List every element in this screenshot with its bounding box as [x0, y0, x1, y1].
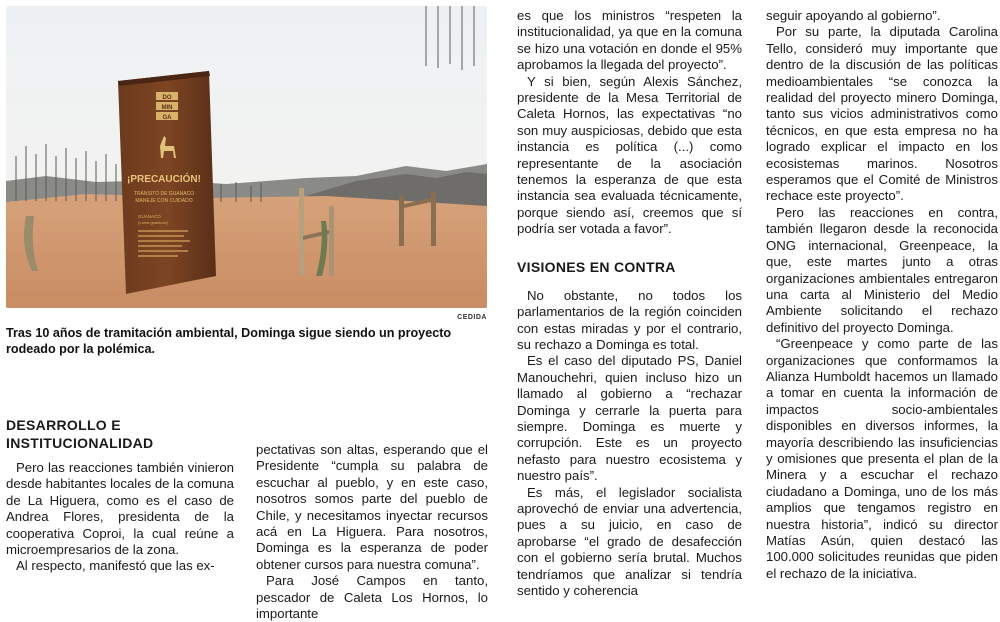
sign-species-label: GUANACO — [138, 214, 161, 219]
paragraph: pectativas son altas, esperando que el Presidente “cumpla su palabra de escuchar al pueblo, y en este caso, nosotros somos parte del pueblo de Chile, y necesitamos inyectar recursos acá en La Higuera. Para nosotros, Dominga es la esperanza de poder obtener cursos para nuestra comuna”. — [256, 442, 488, 572]
paragraph: Por su parte, la diputada Carolina Tello, consideró muy importante que dentro de la discusión de las políticas medioambientales “se conozca la realidad del proyecto minero Dominga, tanto sus vicios administrativos como técnicos, en que esta empresa no ha logrado explicar el impacto en los ecosistemas marinos. Nosotros esperamos que el Comité de Ministros rechace este proyecto”. — [766, 24, 998, 204]
paragraph: Pero las reacciones también vinieron desde habitantes locales de la comuna de La Higuera, como es el caso de Andrea Flores, presidenta de la cooperativa Coproi, la cual reúne a microempresarios de la zona. — [6, 460, 235, 558]
paragraph: Es más, el legislador socialista aprovechó de enviar una advertencia, pues a su juicio, en caso de aprobarse “el grado de desafección con el gobierno sería brutal. Muchos tendríamos que analizar si tendría sentido y coherencia — [517, 484, 742, 598]
article-column-4 — [766, 8, 998, 582]
logo-letters-2: MIN — [161, 105, 173, 111]
sign-species-name: (Lama guanicoe) — [138, 220, 169, 225]
paragraph: Para José Campos en tanto, pescador de Caleta Los Hornos, lo importante — [256, 573, 488, 622]
section-heading-desarrollo-2: INSTITUCIONALIDAD — [6, 435, 154, 451]
photo-caption: Tras 10 años de tramitación ambiental, Dominga sigue siendo un proyecto rodeado por la polémica. — [6, 326, 452, 356]
paragraph: seguir apoyando al gobierno”. — [766, 8, 941, 23]
photo-credit: CEDIDA — [457, 314, 487, 321]
sign-subtitle-2: MANEJE CON CUIDADO — [135, 198, 193, 204]
section-heading-desarrollo-1: DESARROLLO E — [6, 417, 121, 433]
paragraph: Es el caso del diputado PS, Daniel Manouchehri, quien incluso hizo un llamado al gobierno a “rechazar Dominga y cerrarle la puerta para siempre. Dominga es muerte y corrupción. Este es un proyecto nefasto para nuestro ecosistema y nuestro país”. — [517, 353, 742, 484]
article-column-2 — [256, 442, 488, 622]
paragraph: Y si bien, según Alexis Sánchez, presidente de la Mesa Territorial de Caleta Hornos, las expectativas “no son muy auspiciosas, debido que esta instancia es política (...) como representante de la asociación tenemos la esperanza de que esta instancia sea evaluada técnicamente, porque siendo así, creemos que sí podría ser votada a favor”. — [517, 73, 742, 237]
article-column-3 — [517, 8, 742, 599]
desert-sign-illustration — [6, 6, 487, 308]
section-heading-visiones: VISIONES EN CONTRA — [517, 258, 676, 275]
logo-letters-3: GA — [162, 115, 172, 121]
sign-title: ¡PRECAUCIÓN! — [127, 174, 201, 185]
article-photo — [6, 6, 487, 308]
article-column-1 — [6, 416, 234, 575]
paragraph: No obstante, no todos los parlamentarios de la región coinciden con estas miradas y por el contrario, su rechazo a Dominga es total. — [517, 287, 742, 352]
sign-board — [118, 71, 216, 294]
paragraph: Al respecto, manifestó que las ex- — [16, 558, 215, 574]
paragraph: es que los ministros “respeten la institucionalidad, ya que en la comuna se hizo una votación en donde el 95% aprobamos la llegada del proyecto”. — [517, 8, 742, 73]
paragraph: “Greenpeace y como parte de las organizaciones que conformamos la Alianza Humboldt hacemos un llamado a tomar en cuenta la información de impactos socio-ambientales disponibles en diversos informes, la mayoría describiendo las insuficiencias y omisiones que presenta el plan de la Minera y a escuchar el rechazo ciudadano a Dominga, uno de los más amplios que tengamos registro en nuestra historia”, indicó su director Matías Asún, quien destacó las 100.000 solicitudes reunidas que piden el rechazo de la iniciativa. — [766, 336, 998, 581]
logo-letters-1: DO — [162, 95, 172, 101]
paragraph: Pero las reacciones en contra, también llegaron desde la reconocida ONG internacional, Greenpeace, la que, este martes junto a otras organizaciones ambientales entregaron una carta al Ministerio del Medio Ambiente solicitando el rechazo definitivo del proyecto Dominga. — [766, 204, 998, 335]
sign-subtitle-1: TRÁNSITO DE GUANACO — [133, 191, 195, 197]
